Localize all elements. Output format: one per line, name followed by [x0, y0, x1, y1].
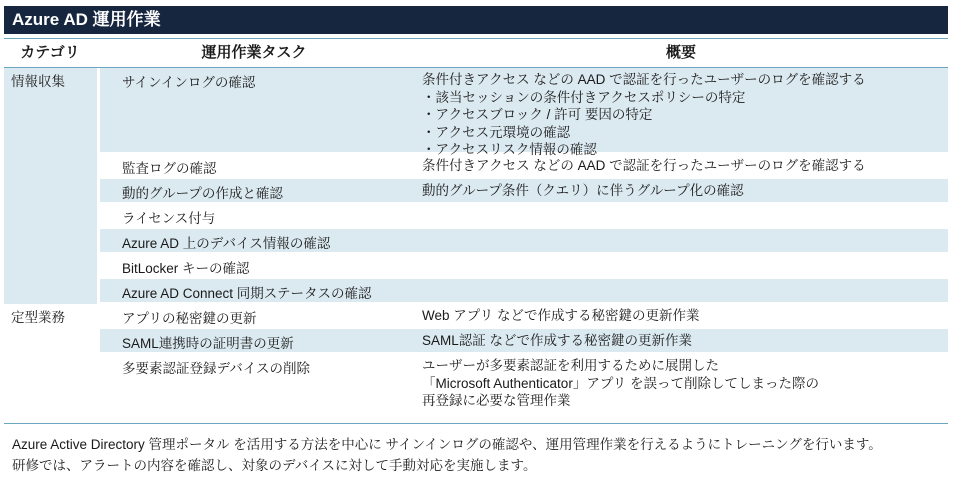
- task-cell: BitLocker キーの確認: [122, 261, 250, 276]
- summary-cell: [422, 157, 866, 175]
- footer-line: Azure Active Directory 管理ポータル を活用する方法を中心に サインインログの確認や、運用管理作業を行えるようにトレーニングを行います。: [12, 437, 882, 452]
- summary-line: ・アクセス元環境の確認: [422, 124, 571, 140]
- task-cell: ライセンス付与: [122, 211, 216, 226]
- summary-line: ・該当セッションの条件付きアクセスポリシーの特定: [422, 89, 746, 105]
- table-row: [100, 304, 948, 329]
- summary-line: 再登録に必要な管理作業: [422, 393, 571, 408]
- task-cell: 監査ログの確認: [122, 161, 217, 176]
- summary-cell: [422, 357, 819, 410]
- table-row: [100, 329, 948, 354]
- header-category: カテゴリ: [20, 44, 80, 61]
- table-row: [100, 154, 948, 179]
- summary-line: 動的グループ条件（クエリ）に伴うグループ化の確認: [422, 183, 744, 198]
- summary-cell: [422, 71, 866, 159]
- summary-line: 条件付きアクセス などの AAD で認証を行ったユーザーのログを確認する: [422, 72, 866, 87]
- table-row: [100, 354, 948, 412]
- table-row: [100, 229, 948, 254]
- table-bottom-rule: [4, 423, 948, 424]
- summary-line: SAML認証 などで作成する秘密鍵の更新作業: [422, 333, 693, 348]
- operations-table: [4, 38, 948, 412]
- footer-note: [12, 434, 947, 476]
- task-cell: アプリの秘密鍵の更新: [122, 311, 257, 326]
- summary-line: 条件付きアクセス などの AAD で認証を行ったユーザーのログを確認する: [422, 158, 866, 173]
- footer-line: 研修では、アラートの内容を確認し、対象のデバイスに対して手動対応を実施します。: [12, 458, 537, 473]
- table-row: [100, 254, 948, 279]
- task-cell: SAML連携時の証明書の更新: [122, 336, 294, 351]
- task-cell: Azure AD Connect 同期ステータスの確認: [122, 286, 372, 301]
- summary-cell: [422, 182, 744, 200]
- summary-line: Web アプリ などで作成する秘密鍵の更新作業: [422, 308, 700, 323]
- table-header: [4, 38, 948, 68]
- category-cell: 情報収集: [4, 68, 97, 304]
- table-row: [100, 68, 948, 157]
- task-cell: 多要素認証登録デバイスの削除: [122, 361, 311, 376]
- summary-cell: [422, 332, 692, 350]
- table-row: [100, 179, 948, 204]
- summary-line: ・アクセスブロック / 許可 要因の特定: [422, 107, 653, 122]
- category-cell: 定型業務: [4, 304, 97, 412]
- category-group-routine: [4, 304, 948, 412]
- task-cell: サインインログの確認: [122, 75, 256, 90]
- category-group-info: [4, 68, 948, 304]
- task-cell: 動的グループの作成と確認: [122, 186, 283, 201]
- table-row: [100, 204, 948, 229]
- summary-line: ユーザーが多要素認証を利用するために展開した: [422, 358, 719, 373]
- summary-line: ・アクセスリスク情報の確認: [422, 142, 597, 157]
- summary-cell: [422, 307, 699, 325]
- page-title: Azure AD 運用作業: [4, 6, 948, 34]
- header-summary: 概要: [665, 44, 696, 61]
- summary-line: 「Microsoft Authenticator」アプリ を誤って削除してしまった際の: [422, 375, 820, 391]
- task-cell: Azure AD 上のデバイス情報の確認: [122, 236, 331, 251]
- header-task: 運用作業タスク: [201, 44, 307, 61]
- table-row: [100, 279, 948, 304]
